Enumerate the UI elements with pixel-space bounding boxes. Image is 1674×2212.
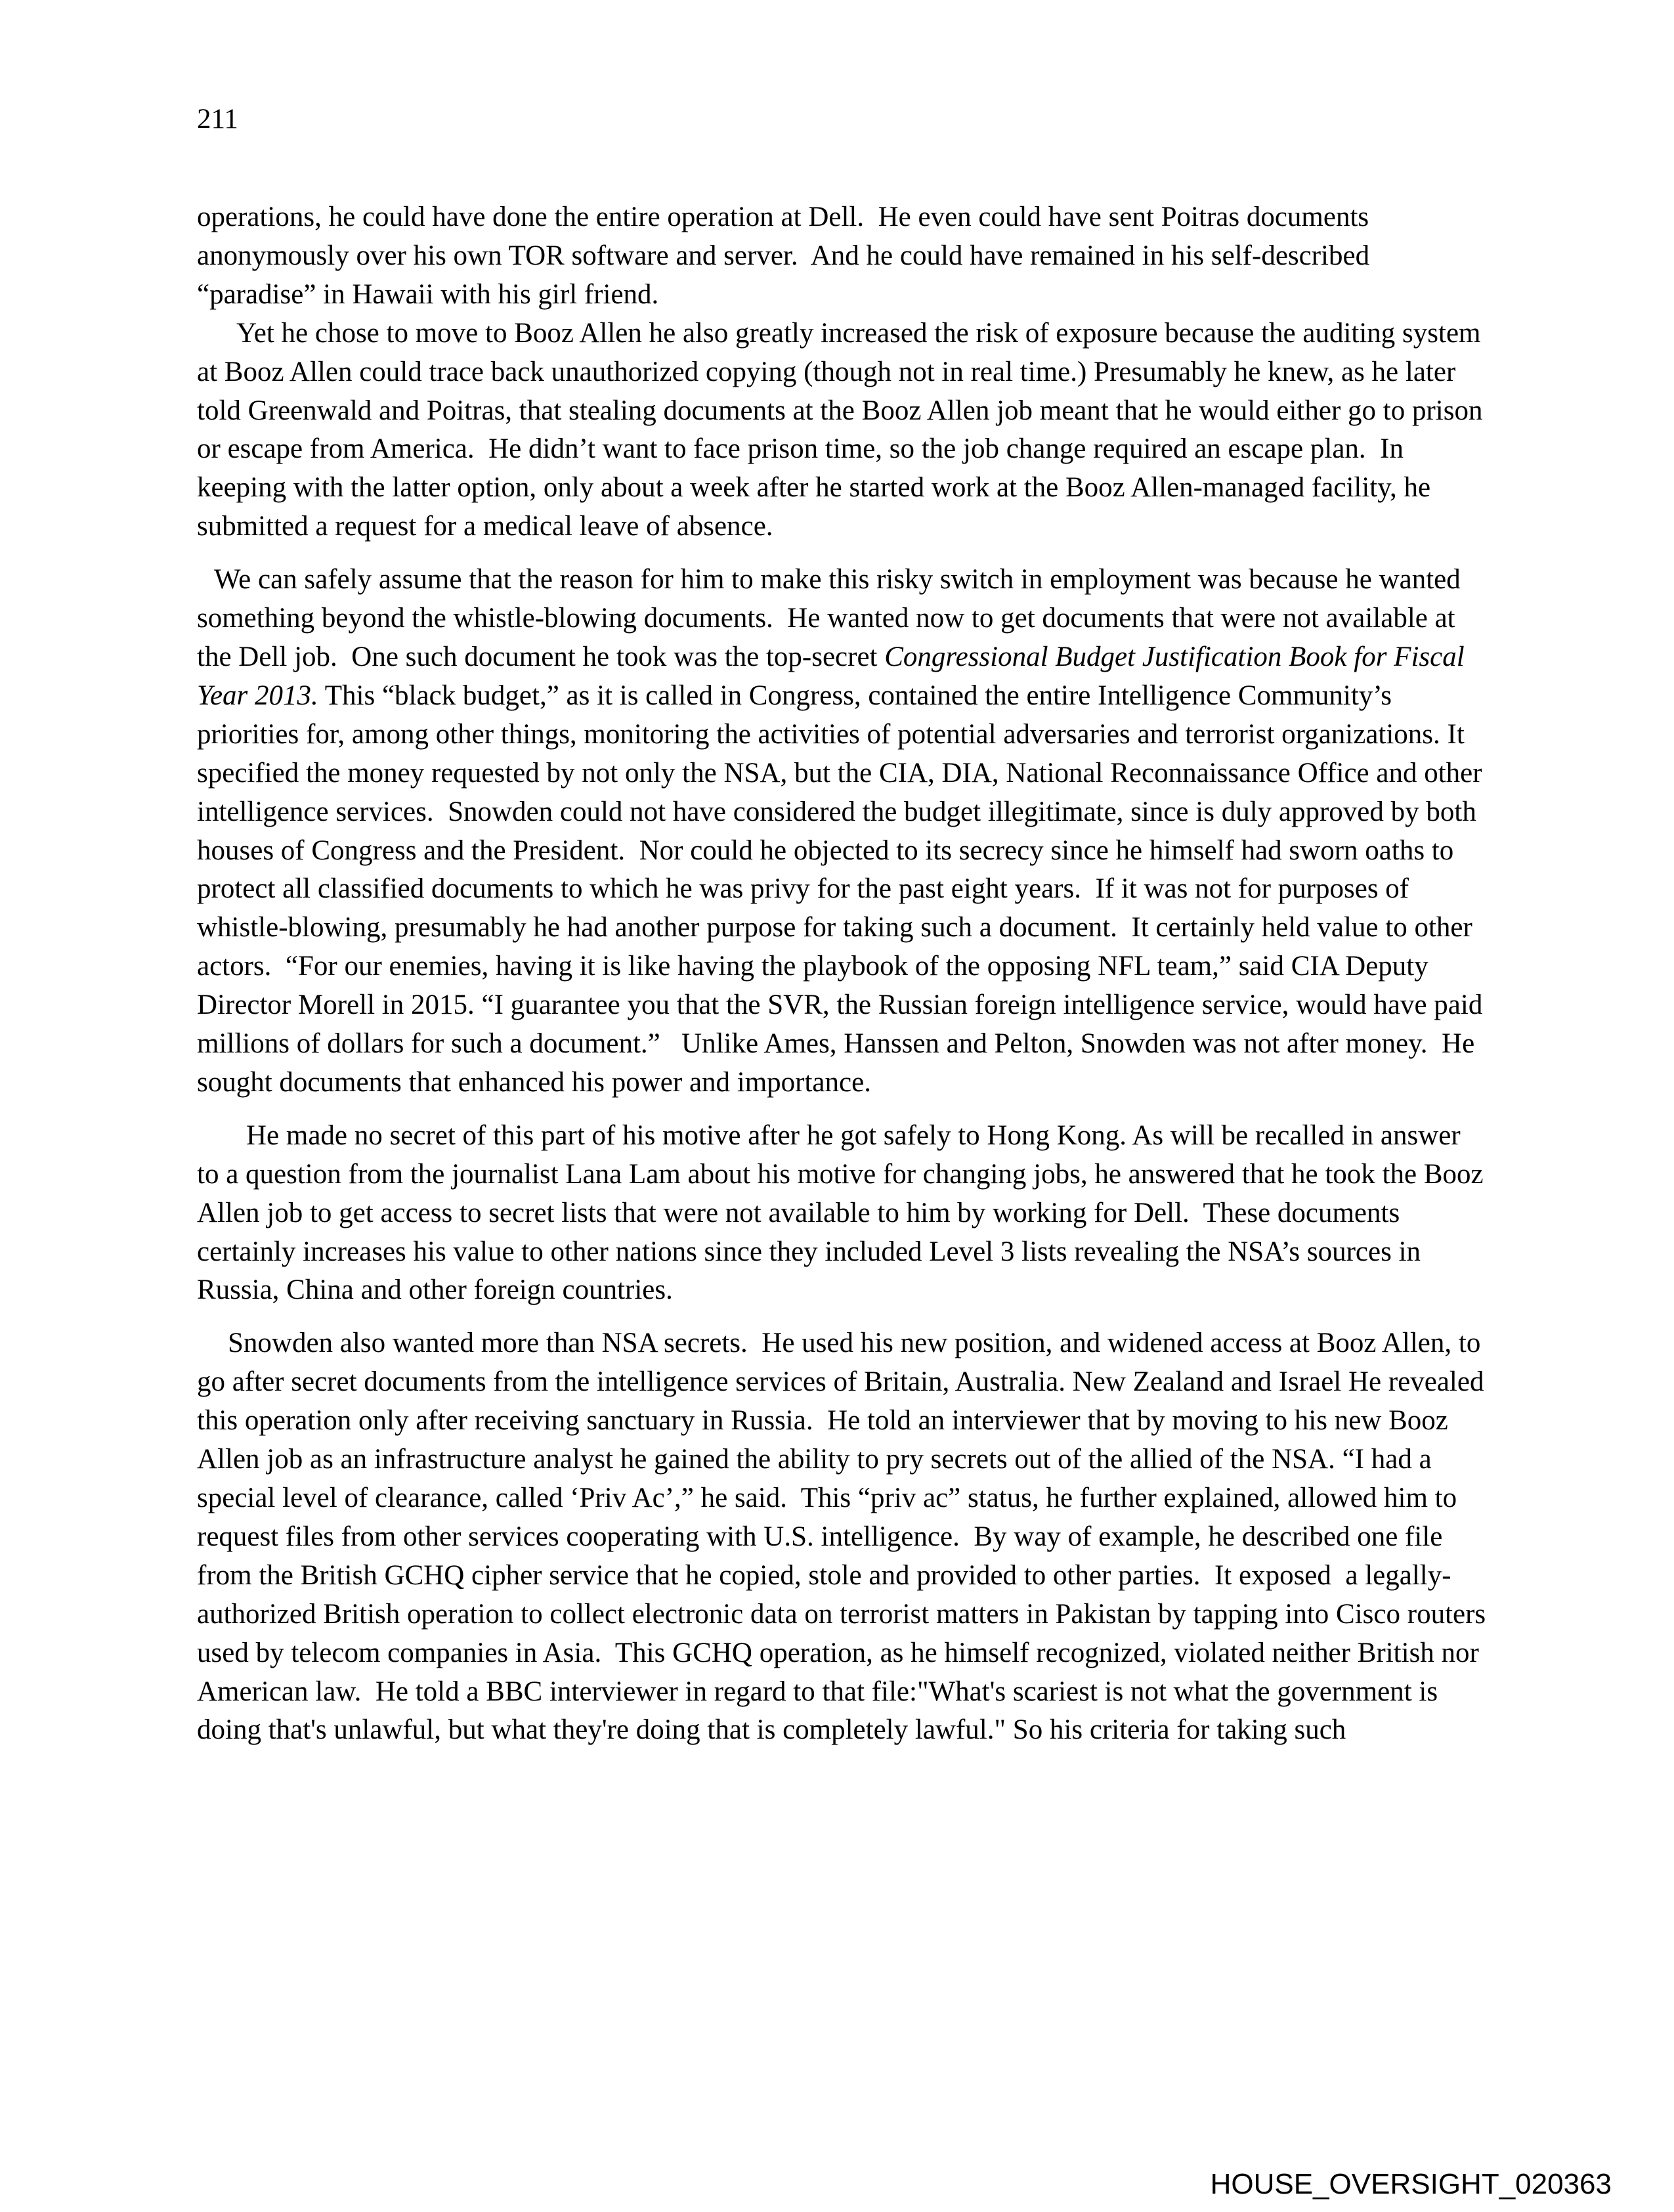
paragraph [197, 198, 1487, 314]
text-run: We can safely assume that the reason for him to make this risky switch in employment was because he wanted something beyond the whistle-blowing documents. He wanted now to get documents that were not available at the Dell job. One such document he took was the top-secret [197, 564, 1468, 672]
bates-number: HOUSE_OVERSIGHT_020363 [1210, 2168, 1612, 2200]
italic-text-run: Congressional Budget Justification Book for Fiscal Year 2013. [197, 641, 1472, 711]
text-run: He made no secret of this part of his motive after he got safely to Hong Kong. As will be recalled in answer to a question from the journalist Lana Lam about his motive for changing jobs, he answered that he took the Booz Allen job to get access to secret lists that were not available to him by working for Dell. These documents certainly increases his value to other nations since they included Level 3 lists revealing the NSA’s sources in Russia, China and other foreign countries. [197, 1119, 1489, 1306]
paragraph [197, 314, 1490, 546]
paragraph [197, 561, 1490, 1102]
text-run: This “black budget,” as it is called in Congress, contained the entire Intelligence Community’s priorities for, among other things, monitoring the activities of potential adversaries and terrorist organizations. It specified the money requested by not only the NSA, but the CIA, DIA, National Reconnaissance Office and other intelligence services. Snowden could not have considered the budget illegitimate, since is duly approved by both houses of Congress and the President. Nor could he objected to its secrecy since he himself had sworn oaths to protect all classified documents to which he was privy for the past eight years. If it was not for purposes of whistle-blowing, presumably he had another purpose for taking such a document. It certainly held value to other actors. “For our enemies, having it is like having the playbook of the opposing NFL team,” said CIA Deputy Director Morell in 2015. “I guarantee you that the SVR, the Russian foreign intelligence service, would have paid millions of dollars for such a document.” Unlike Ames, Hanssen and Pelton, Snowden was not after money. He sought documents that enhanced his power and importance. [197, 680, 1490, 1098]
paragraph [197, 1324, 1493, 1750]
paragraph [197, 1117, 1487, 1311]
text-run: Yet he chose to move to Booz Allen he also greatly increased the risk of exposure because the auditing system at Booz Allen could trace back unauthorized copying (though not in real time.) Presumably he knew, as he later told Greenwald and Poitras, that stealing documents at the Booz Allen job meant that he would either go to prison or escape from America. He didn’t want to face prison time, so the job change required an escape plan. In keeping with the latter option, only about a week after he started work at the Booz Allen-managed facility, he submitted a request for a medical leave of absence. [197, 317, 1490, 542]
text-run: operations, he could have done the entire operation at Dell. He even could have sent Poitras documents anonymously over his own TOR software and server. And he could have remained in his self-described “paradise” in Hawaii with his girl friend. [197, 202, 1377, 310]
text-run: Snowden also wanted more than NSA secrets. He used his new position, and widened access at Booz Allen, to go after secret documents from the intelligence services of Britain, Australia. New Zealand and Israel He revealed this operation only after receiving sanctuary in Russia. He told an interviewer that by moving to his new Booz Allen job as an infrastructure analyst he gained the ability to pry secrets out of the allied of the NSA. “I had a special level of clearance, called ‘Priv Ac’,” he said. This “priv ac” status, he further explained, allowed him to request files from other services cooperating with U.S. intelligence. By way of example, he described one file from the British GCHQ cipher service that he copied, stole and provided to other parties. It exposed a legally-authorized British operation to collect electronic data on terrorist matters in Pakistan by tapping into Cisco routers used by telecom companies in Asia. This GCHQ operation, as he himself recognized, violated neither British nor American law. He told a BBC interviewer in regard to that file:"What's scariest is not what the government is doing that's unlawful, but what they're doing that is completely lawful." So his criteria for taking such [197, 1328, 1493, 1746]
body-text [197, 198, 1493, 1750]
page-number: 211 [197, 104, 238, 135]
